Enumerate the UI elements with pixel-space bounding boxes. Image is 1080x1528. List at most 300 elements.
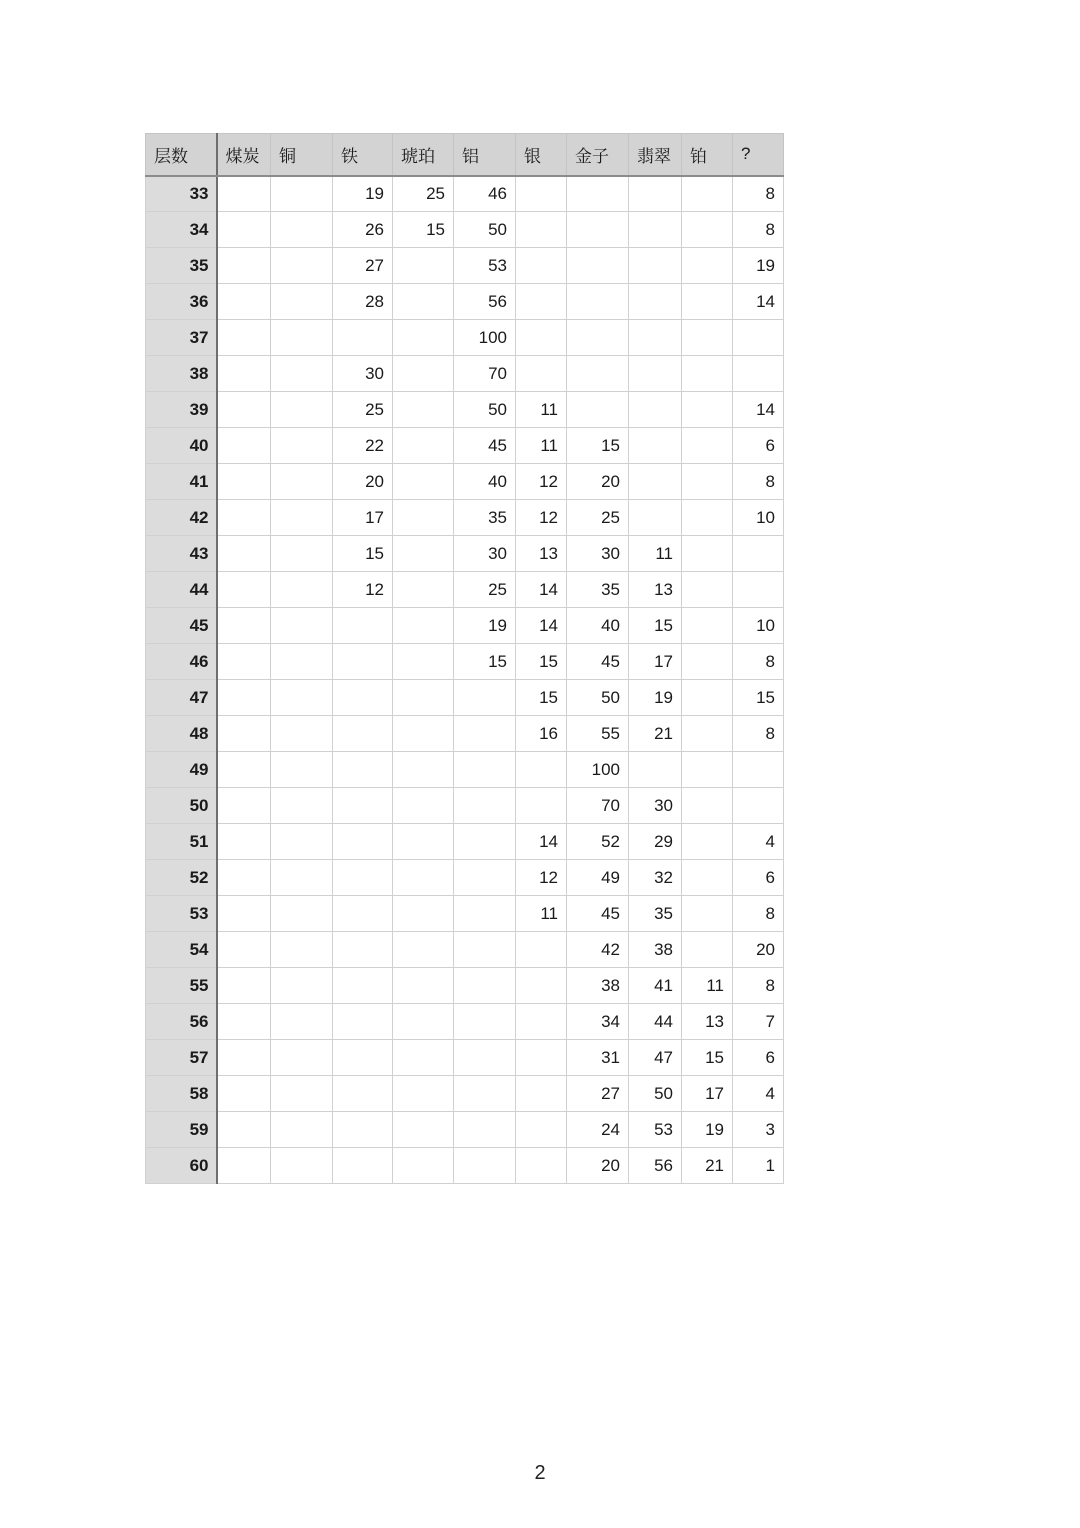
value-cell: 8 xyxy=(733,968,784,1004)
value-cell: 11 xyxy=(516,896,567,932)
value-cell: 10 xyxy=(733,608,784,644)
table-row xyxy=(146,1148,784,1184)
column-header: ? xyxy=(733,134,784,176)
value-cell xyxy=(333,860,393,896)
table-row xyxy=(146,680,784,716)
value-cell: 50 xyxy=(629,1076,682,1112)
value-cell: 15 xyxy=(629,608,682,644)
layer-cell: 47 xyxy=(146,680,217,716)
value-cell: 46 xyxy=(454,176,516,212)
value-cell xyxy=(393,392,454,428)
value-cell xyxy=(333,716,393,752)
value-cell: 100 xyxy=(567,752,629,788)
column-header: 铂 xyxy=(682,134,733,176)
value-cell xyxy=(393,1040,454,1076)
layer-cell: 39 xyxy=(146,392,217,428)
value-cell: 30 xyxy=(629,788,682,824)
value-cell xyxy=(393,680,454,716)
value-cell: 30 xyxy=(454,536,516,572)
value-cell: 14 xyxy=(733,284,784,320)
value-cell: 8 xyxy=(733,176,784,212)
value-cell xyxy=(217,1040,271,1076)
value-cell xyxy=(217,1004,271,1040)
value-cell xyxy=(271,716,333,752)
value-cell xyxy=(217,392,271,428)
value-cell: 11 xyxy=(629,536,682,572)
value-cell xyxy=(516,284,567,320)
value-cell xyxy=(516,1040,567,1076)
layer-cell: 56 xyxy=(146,1004,217,1040)
value-cell xyxy=(454,1040,516,1076)
value-cell: 8 xyxy=(733,896,784,932)
value-cell: 13 xyxy=(516,536,567,572)
layer-cell: 49 xyxy=(146,752,217,788)
layer-cell: 40 xyxy=(146,428,217,464)
table-row xyxy=(146,788,784,824)
value-cell xyxy=(682,176,733,212)
value-cell xyxy=(217,788,271,824)
value-cell xyxy=(271,500,333,536)
value-cell xyxy=(454,860,516,896)
value-cell: 19 xyxy=(629,680,682,716)
value-cell: 44 xyxy=(629,1004,682,1040)
table-row xyxy=(146,248,784,284)
value-cell: 15 xyxy=(393,212,454,248)
table-row xyxy=(146,860,784,896)
value-cell: 35 xyxy=(567,572,629,608)
value-cell: 56 xyxy=(629,1148,682,1184)
value-cell xyxy=(516,320,567,356)
value-cell: 11 xyxy=(516,392,567,428)
value-cell xyxy=(271,1148,333,1184)
value-cell xyxy=(333,320,393,356)
table-row xyxy=(146,392,784,428)
value-cell xyxy=(393,1112,454,1148)
value-cell: 19 xyxy=(454,608,516,644)
value-cell xyxy=(393,932,454,968)
value-cell xyxy=(454,1148,516,1184)
layer-cell: 54 xyxy=(146,932,217,968)
value-cell: 25 xyxy=(454,572,516,608)
value-cell xyxy=(271,428,333,464)
value-cell: 50 xyxy=(454,392,516,428)
value-cell: 11 xyxy=(682,968,733,1004)
value-cell xyxy=(217,176,271,212)
value-cell xyxy=(682,752,733,788)
value-cell xyxy=(629,464,682,500)
value-cell xyxy=(454,896,516,932)
value-cell xyxy=(217,428,271,464)
column-header: 琥珀 xyxy=(393,134,454,176)
value-cell xyxy=(682,824,733,860)
value-cell: 45 xyxy=(567,896,629,932)
value-cell: 13 xyxy=(629,572,682,608)
column-header: 翡翠 xyxy=(629,134,682,176)
value-cell xyxy=(567,356,629,392)
value-cell xyxy=(629,500,682,536)
value-cell xyxy=(217,680,271,716)
value-cell xyxy=(516,932,567,968)
value-cell xyxy=(629,176,682,212)
value-cell xyxy=(393,716,454,752)
value-cell: 4 xyxy=(733,1076,784,1112)
value-cell: 19 xyxy=(682,1112,733,1148)
layer-cell: 53 xyxy=(146,896,217,932)
value-cell xyxy=(682,500,733,536)
value-cell: 49 xyxy=(567,860,629,896)
value-cell xyxy=(393,320,454,356)
value-cell xyxy=(271,1004,333,1040)
value-cell xyxy=(682,608,733,644)
value-cell: 20 xyxy=(333,464,393,500)
value-cell xyxy=(516,1112,567,1148)
value-cell xyxy=(271,572,333,608)
column-header: 铜 xyxy=(271,134,333,176)
layer-cell: 52 xyxy=(146,860,217,896)
table-row xyxy=(146,572,784,608)
value-cell xyxy=(567,176,629,212)
value-cell xyxy=(333,644,393,680)
value-cell xyxy=(629,320,682,356)
value-cell xyxy=(271,176,333,212)
value-cell xyxy=(271,464,333,500)
value-cell xyxy=(682,464,733,500)
value-cell: 42 xyxy=(567,932,629,968)
value-cell xyxy=(393,752,454,788)
value-cell: 56 xyxy=(454,284,516,320)
table-row xyxy=(146,428,784,464)
table-row xyxy=(146,608,784,644)
value-cell: 14 xyxy=(733,392,784,428)
value-cell xyxy=(682,428,733,464)
value-cell: 14 xyxy=(516,824,567,860)
table-row xyxy=(146,824,784,860)
value-cell: 15 xyxy=(454,644,516,680)
table-row xyxy=(146,464,784,500)
value-cell xyxy=(217,500,271,536)
value-cell xyxy=(333,896,393,932)
value-cell xyxy=(271,212,333,248)
layer-cell: 50 xyxy=(146,788,217,824)
value-cell xyxy=(516,788,567,824)
value-cell: 30 xyxy=(567,536,629,572)
value-cell xyxy=(393,824,454,860)
layer-cell: 51 xyxy=(146,824,217,860)
value-cell: 4 xyxy=(733,824,784,860)
value-cell xyxy=(567,284,629,320)
table-row xyxy=(146,968,784,1004)
value-cell xyxy=(733,536,784,572)
value-cell xyxy=(217,932,271,968)
value-cell xyxy=(217,644,271,680)
value-cell: 12 xyxy=(516,500,567,536)
value-cell: 11 xyxy=(516,428,567,464)
value-cell xyxy=(333,608,393,644)
value-cell xyxy=(516,1004,567,1040)
value-cell: 29 xyxy=(629,824,682,860)
layer-cell: 55 xyxy=(146,968,217,1004)
value-cell: 27 xyxy=(567,1076,629,1112)
value-cell xyxy=(454,968,516,1004)
value-cell xyxy=(629,284,682,320)
value-cell xyxy=(567,392,629,428)
value-cell xyxy=(271,248,333,284)
page-number: 2 xyxy=(534,1462,546,1484)
value-cell xyxy=(333,968,393,1004)
layer-cell: 34 xyxy=(146,212,217,248)
layer-cell: 60 xyxy=(146,1148,217,1184)
table-row xyxy=(146,1004,784,1040)
layer-cell: 35 xyxy=(146,248,217,284)
value-cell: 12 xyxy=(516,860,567,896)
value-cell xyxy=(682,320,733,356)
layer-cell: 38 xyxy=(146,356,217,392)
table-row xyxy=(146,356,784,392)
value-cell: 15 xyxy=(333,536,393,572)
value-cell: 13 xyxy=(682,1004,733,1040)
layer-cell: 46 xyxy=(146,644,217,680)
value-cell: 53 xyxy=(629,1112,682,1148)
value-cell xyxy=(629,212,682,248)
value-cell: 26 xyxy=(333,212,393,248)
column-header: 银 xyxy=(516,134,567,176)
value-cell xyxy=(393,500,454,536)
layer-cell: 33 xyxy=(146,176,217,212)
value-cell xyxy=(454,824,516,860)
value-cell xyxy=(629,392,682,428)
value-cell: 40 xyxy=(454,464,516,500)
table-row xyxy=(146,716,784,752)
value-cell xyxy=(393,608,454,644)
value-cell: 20 xyxy=(733,932,784,968)
value-cell: 45 xyxy=(454,428,516,464)
value-cell xyxy=(271,824,333,860)
ore-distribution-table xyxy=(145,133,784,1184)
value-cell xyxy=(733,788,784,824)
value-cell: 6 xyxy=(733,1040,784,1076)
value-cell: 38 xyxy=(567,968,629,1004)
value-cell: 21 xyxy=(629,716,682,752)
value-cell xyxy=(454,716,516,752)
value-cell xyxy=(393,1004,454,1040)
value-cell xyxy=(271,752,333,788)
value-cell xyxy=(393,896,454,932)
value-cell: 50 xyxy=(454,212,516,248)
value-cell: 41 xyxy=(629,968,682,1004)
value-cell: 27 xyxy=(333,248,393,284)
value-cell xyxy=(733,752,784,788)
value-cell: 38 xyxy=(629,932,682,968)
value-cell xyxy=(516,968,567,1004)
layer-cell: 41 xyxy=(146,464,217,500)
value-cell xyxy=(682,212,733,248)
value-cell xyxy=(393,464,454,500)
value-cell xyxy=(217,716,271,752)
value-cell: 7 xyxy=(733,1004,784,1040)
table-row xyxy=(146,176,784,212)
value-cell xyxy=(682,248,733,284)
value-cell: 8 xyxy=(733,716,784,752)
value-cell xyxy=(333,1076,393,1112)
value-cell: 21 xyxy=(682,1148,733,1184)
value-cell xyxy=(393,428,454,464)
value-cell: 3 xyxy=(733,1112,784,1148)
value-cell: 52 xyxy=(567,824,629,860)
value-cell: 15 xyxy=(516,680,567,716)
value-cell: 1 xyxy=(733,1148,784,1184)
value-cell xyxy=(393,248,454,284)
value-cell: 8 xyxy=(733,212,784,248)
column-header: 铁 xyxy=(333,134,393,176)
value-cell: 15 xyxy=(516,644,567,680)
value-cell xyxy=(629,248,682,284)
value-cell: 16 xyxy=(516,716,567,752)
value-cell: 12 xyxy=(333,572,393,608)
value-cell: 6 xyxy=(733,428,784,464)
value-cell xyxy=(217,1112,271,1148)
value-cell xyxy=(567,320,629,356)
value-cell xyxy=(217,212,271,248)
value-cell: 53 xyxy=(454,248,516,284)
value-cell xyxy=(217,536,271,572)
value-cell: 30 xyxy=(333,356,393,392)
value-cell xyxy=(271,680,333,716)
value-cell: 15 xyxy=(682,1040,733,1076)
table-row xyxy=(146,1040,784,1076)
value-cell xyxy=(217,752,271,788)
value-cell xyxy=(516,356,567,392)
value-cell: 25 xyxy=(567,500,629,536)
value-cell xyxy=(217,248,271,284)
value-cell xyxy=(393,356,454,392)
layer-cell: 37 xyxy=(146,320,217,356)
value-cell: 6 xyxy=(733,860,784,896)
value-cell xyxy=(682,932,733,968)
value-cell xyxy=(271,284,333,320)
table-row xyxy=(146,1112,784,1148)
value-cell xyxy=(271,860,333,896)
value-cell: 32 xyxy=(629,860,682,896)
value-cell xyxy=(682,536,733,572)
value-cell xyxy=(393,284,454,320)
value-cell xyxy=(271,608,333,644)
header-row xyxy=(146,134,784,176)
value-cell xyxy=(217,284,271,320)
value-cell xyxy=(516,176,567,212)
layer-cell: 44 xyxy=(146,572,217,608)
value-cell xyxy=(567,212,629,248)
value-cell xyxy=(393,788,454,824)
value-cell xyxy=(333,1040,393,1076)
value-cell: 28 xyxy=(333,284,393,320)
value-cell xyxy=(217,608,271,644)
value-cell xyxy=(333,1004,393,1040)
value-cell xyxy=(393,1076,454,1112)
value-cell xyxy=(454,752,516,788)
value-cell xyxy=(567,248,629,284)
layer-cell: 59 xyxy=(146,1112,217,1148)
value-cell xyxy=(454,788,516,824)
value-cell xyxy=(393,536,454,572)
value-cell xyxy=(217,320,271,356)
value-cell xyxy=(682,392,733,428)
value-cell xyxy=(271,1076,333,1112)
value-cell xyxy=(516,248,567,284)
value-cell: 8 xyxy=(733,464,784,500)
value-cell: 45 xyxy=(567,644,629,680)
value-cell xyxy=(333,680,393,716)
table-row xyxy=(146,320,784,356)
layer-cell: 45 xyxy=(146,608,217,644)
value-cell xyxy=(682,788,733,824)
layer-cell: 48 xyxy=(146,716,217,752)
value-cell: 14 xyxy=(516,608,567,644)
value-cell: 12 xyxy=(516,464,567,500)
value-cell xyxy=(682,284,733,320)
value-cell xyxy=(682,716,733,752)
value-cell xyxy=(516,752,567,788)
value-cell: 31 xyxy=(567,1040,629,1076)
value-cell xyxy=(271,536,333,572)
value-cell: 15 xyxy=(567,428,629,464)
value-cell xyxy=(217,968,271,1004)
value-cell: 19 xyxy=(333,176,393,212)
value-cell xyxy=(333,932,393,968)
layer-column-header: 层数 xyxy=(146,134,217,176)
layer-cell: 42 xyxy=(146,500,217,536)
value-cell: 24 xyxy=(567,1112,629,1148)
value-cell: 25 xyxy=(333,392,393,428)
value-cell xyxy=(454,932,516,968)
value-cell xyxy=(733,320,784,356)
value-cell xyxy=(393,1148,454,1184)
value-cell: 34 xyxy=(567,1004,629,1040)
column-header: 铝 xyxy=(454,134,516,176)
value-cell xyxy=(454,680,516,716)
value-cell xyxy=(217,860,271,896)
value-cell: 8 xyxy=(733,644,784,680)
value-cell: 55 xyxy=(567,716,629,752)
value-cell xyxy=(454,1112,516,1148)
value-cell xyxy=(629,428,682,464)
value-cell xyxy=(333,824,393,860)
value-cell xyxy=(271,968,333,1004)
column-header: 金子 xyxy=(567,134,629,176)
value-cell xyxy=(271,932,333,968)
layer-cell: 58 xyxy=(146,1076,217,1112)
value-cell xyxy=(516,1076,567,1112)
value-cell xyxy=(682,860,733,896)
value-cell: 47 xyxy=(629,1040,682,1076)
value-cell xyxy=(733,356,784,392)
layer-cell: 36 xyxy=(146,284,217,320)
value-cell: 17 xyxy=(629,644,682,680)
layer-cell: 43 xyxy=(146,536,217,572)
value-cell: 10 xyxy=(733,500,784,536)
table-row xyxy=(146,284,784,320)
value-cell xyxy=(393,860,454,896)
value-cell: 25 xyxy=(393,176,454,212)
value-cell xyxy=(393,644,454,680)
value-cell xyxy=(217,572,271,608)
value-cell xyxy=(271,1112,333,1148)
table-row xyxy=(146,644,784,680)
value-cell: 20 xyxy=(567,1148,629,1184)
table-body xyxy=(146,176,784,1184)
value-cell xyxy=(629,356,682,392)
value-cell xyxy=(733,572,784,608)
value-cell xyxy=(217,464,271,500)
